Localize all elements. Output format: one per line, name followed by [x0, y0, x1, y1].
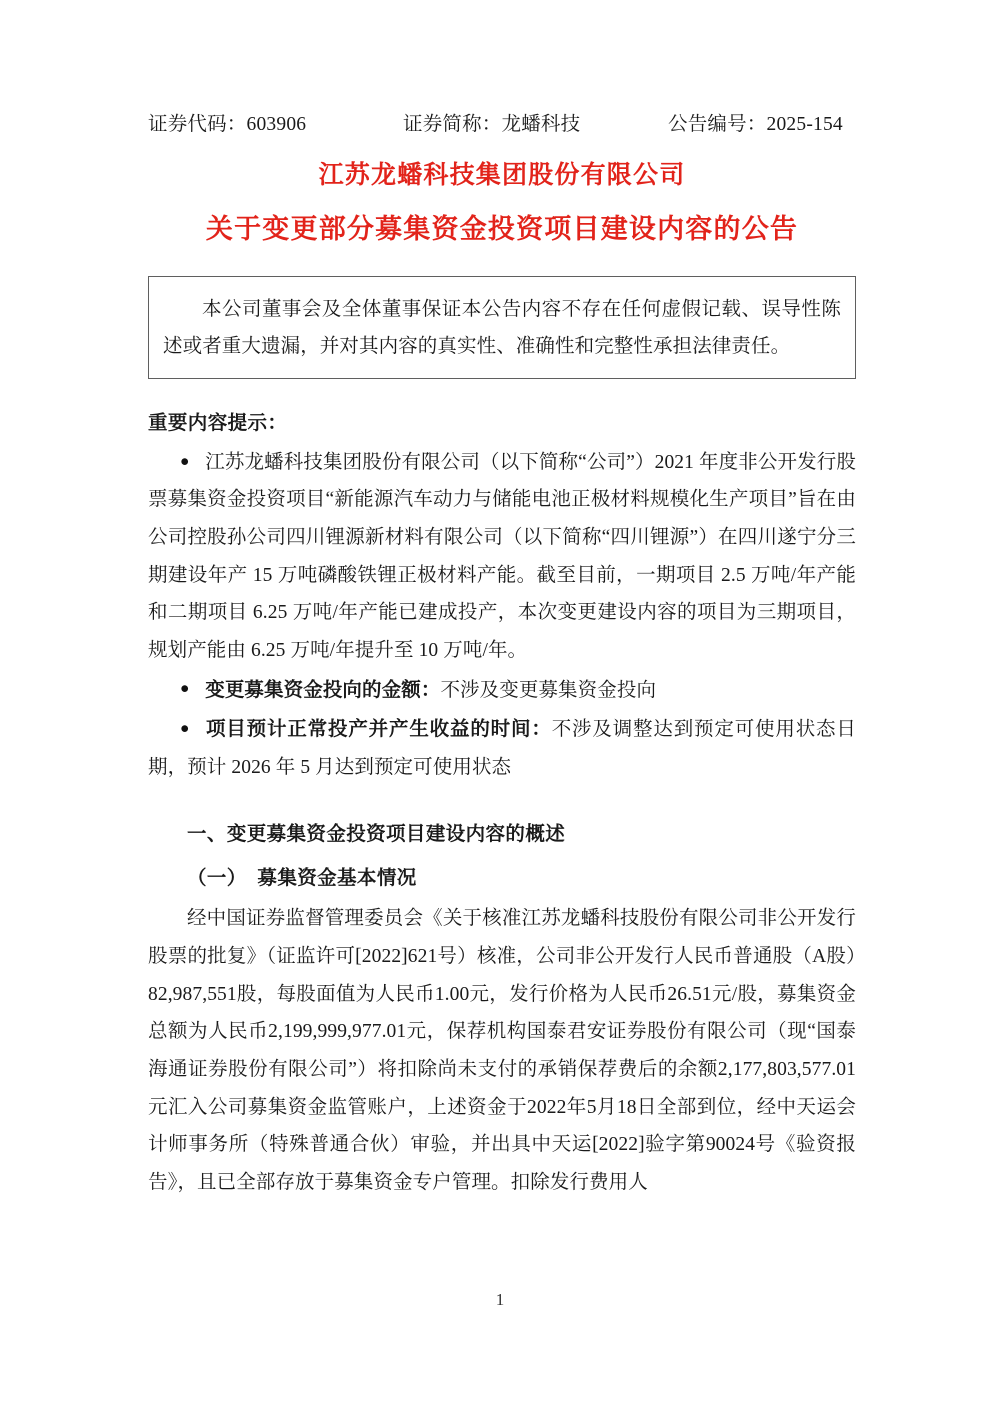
section-title: 变更募集资金投资项目建设内容的概述 — [226, 824, 566, 846]
section-heading-1 — [148, 816, 856, 854]
bullet-dot-icon: ● — [179, 452, 190, 470]
list-item — [148, 672, 856, 710]
list-item — [148, 711, 856, 786]
page-content — [148, 108, 856, 1201]
security-code — [148, 108, 403, 136]
security-abbreviation — [403, 108, 668, 136]
announcement-subject-title: 关于变更部分募集资金投资项目建设内容的公告 — [205, 213, 799, 244]
list-item-bold-prefix: 项目预计正常投产并产生收益的时间： — [205, 719, 552, 741]
disclaimer-box — [148, 276, 856, 379]
security-code-label: 证券代码： — [148, 114, 247, 135]
important-notice-list — [148, 444, 856, 787]
list-item-text: 不涉及调整达到预定可使用状态日期，预计 2026 年 5 月达到预定可使用状态 — [148, 719, 856, 778]
announcement-number-label: 公告编号： — [668, 114, 767, 135]
security-abbreviation-label: 证券简称： — [403, 114, 502, 135]
page-number: 1 — [495, 1290, 505, 1309]
subsection-heading-1-1 — [148, 860, 856, 898]
document-title-block — [148, 158, 856, 248]
company-name-title: 江苏龙蟠科技集团股份有限公司 — [318, 161, 686, 189]
subsection-number: （一） — [187, 868, 247, 890]
important-notice-heading: 重要内容提示： — [148, 412, 288, 434]
list-item — [148, 444, 856, 670]
list-item-text: 江苏龙蟠科技集团股份有限公司（以下简称“公司”）2021 年度非公开发行股票募集资金投资项目“新能源汽车动力与储能电池正极材料规模化生产项目”旨在由公司控股孙公司四川锂源新材料有限公司（以下简称“四川锂源”）在四川遂宁分三期建设年产 15 万吨磷酸铁锂正极材料产能。截至目前，一期项目 2.5 万吨/年产能和二期项目 6.25 万吨/年产能已建成投产，本次变更建设内容的项目为三期项目，规划产能由 6.25 万吨/年提升至 10 万吨/年。 — [148, 451, 856, 661]
body-paragraph: 经中国证券监督管理委员会《关于核准江苏龙蟠科技股份有限公司非公开发行股票的批复》（证监许可[2022]621号）核准，公司非公开发行人民币普通股（A股）82,987,551股，每股面值为人民币1.00元，发行价格为人民币26.51元/股，募集资金总额为人民币2,199,999,977.01元，保荐机构国泰君安证券股份有限公司（现“国泰海通证券股份有限公司”）将扣除尚未支付的承销保荐费后的余额2,177,803,577.01元汇入公司募集资金监管账户，上述资金于2022年5月18日全部到位，经中天运会计师事务所（特殊普通合伙）审验，并出具中天运[2022]验字第90024号《验资报告》，且已全部存放于募集资金专户管理。扣除发行费用人 — [148, 908, 856, 1193]
announcement-number — [668, 108, 843, 136]
disclaimer-text: 本公司董事会及全体董事保证本公告内容不存在任何虚假记载、误导性陈述或者重大遗漏，并对其内容的真实性、准确性和完整性承担法律责任。 — [163, 298, 841, 358]
security-abbreviation-value: 龙蟠科技 — [501, 114, 581, 135]
list-item-bold-prefix: 变更募集资金投向的金额： — [205, 679, 441, 701]
section-number: 一、 — [187, 824, 227, 846]
security-code-value: 603906 — [246, 114, 307, 135]
list-item-text: 不涉及变更募集资金投向 — [440, 679, 657, 701]
subsection-title: 募集资金基本情况 — [257, 868, 417, 890]
bullet-dot-icon: ● — [179, 719, 190, 737]
document-header-meta — [148, 108, 856, 136]
bullet-dot-icon: ● — [179, 680, 190, 698]
announcement-number-value: 2025-154 — [766, 114, 843, 135]
